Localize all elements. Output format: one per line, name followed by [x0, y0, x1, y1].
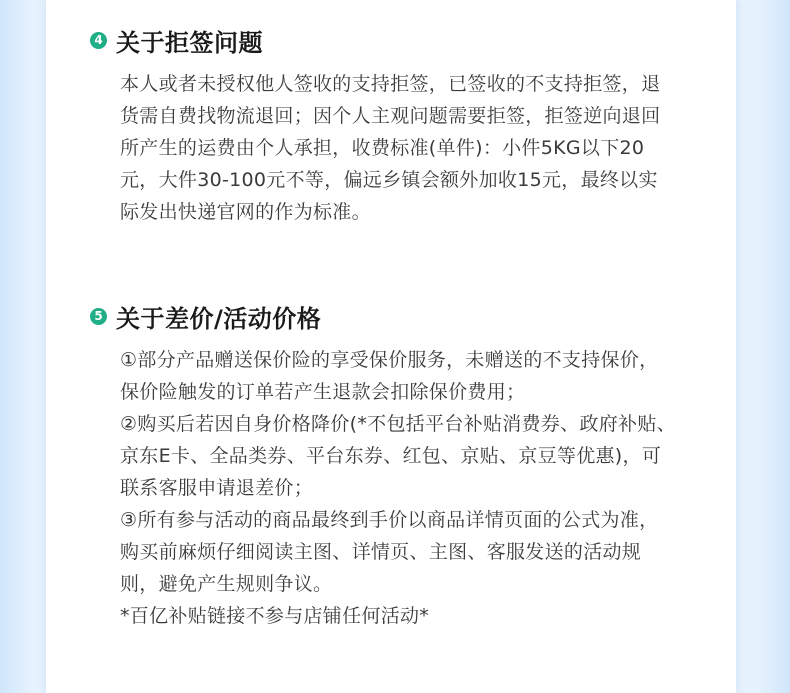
section-heading — [90, 298, 706, 334]
section-title: 关于拒签问题 — [116, 28, 263, 57]
section-number-badge: 4 — [90, 32, 107, 49]
section-body — [120, 68, 676, 228]
paragraph: ③所有参与活动的商品最终到手价以商品详情页面的公式为准，购买前麻烦仔细阅读主图、详情页、主图、客服发送的活动规则，避免产生规则争议。 — [120, 509, 659, 595]
paragraph: 本人或者未授权他人签收的支持拒签，已签收的不支持拒签，退货需自费找物流退回；因个人主观问题需要拒签，拒签逆向退回所产生的运费由个人承担，收费标准(单件)：小件5KG以下20元，大件30-100元不等，偏远乡镇会额外加收15元，最终以实际发出快递官网的作为标准。 — [120, 73, 661, 223]
section-refusal — [90, 22, 706, 228]
paragraph: ②购买后若因自身价格降价(*不包括平台补贴消费券、政府补贴、京东E卡、全品类券、平台东券、红包、京贴、京豆等优惠)，可联系客服申请退差价； — [120, 413, 676, 499]
paragraph: *百亿补贴链接不参与店铺任何活动* — [120, 605, 430, 627]
section-body — [120, 344, 676, 632]
content-card — [46, 0, 736, 693]
section-heading — [90, 22, 706, 58]
paragraph: ①部分产品赠送保价险的享受保价服务，未赠送的不支持保价，保价险触发的订单若产生退款会扣除保价费用； — [120, 349, 659, 403]
section-title: 关于差价/活动价格 — [116, 304, 322, 333]
section-number-badge: 5 — [90, 308, 107, 325]
section-price-difference — [90, 298, 706, 632]
